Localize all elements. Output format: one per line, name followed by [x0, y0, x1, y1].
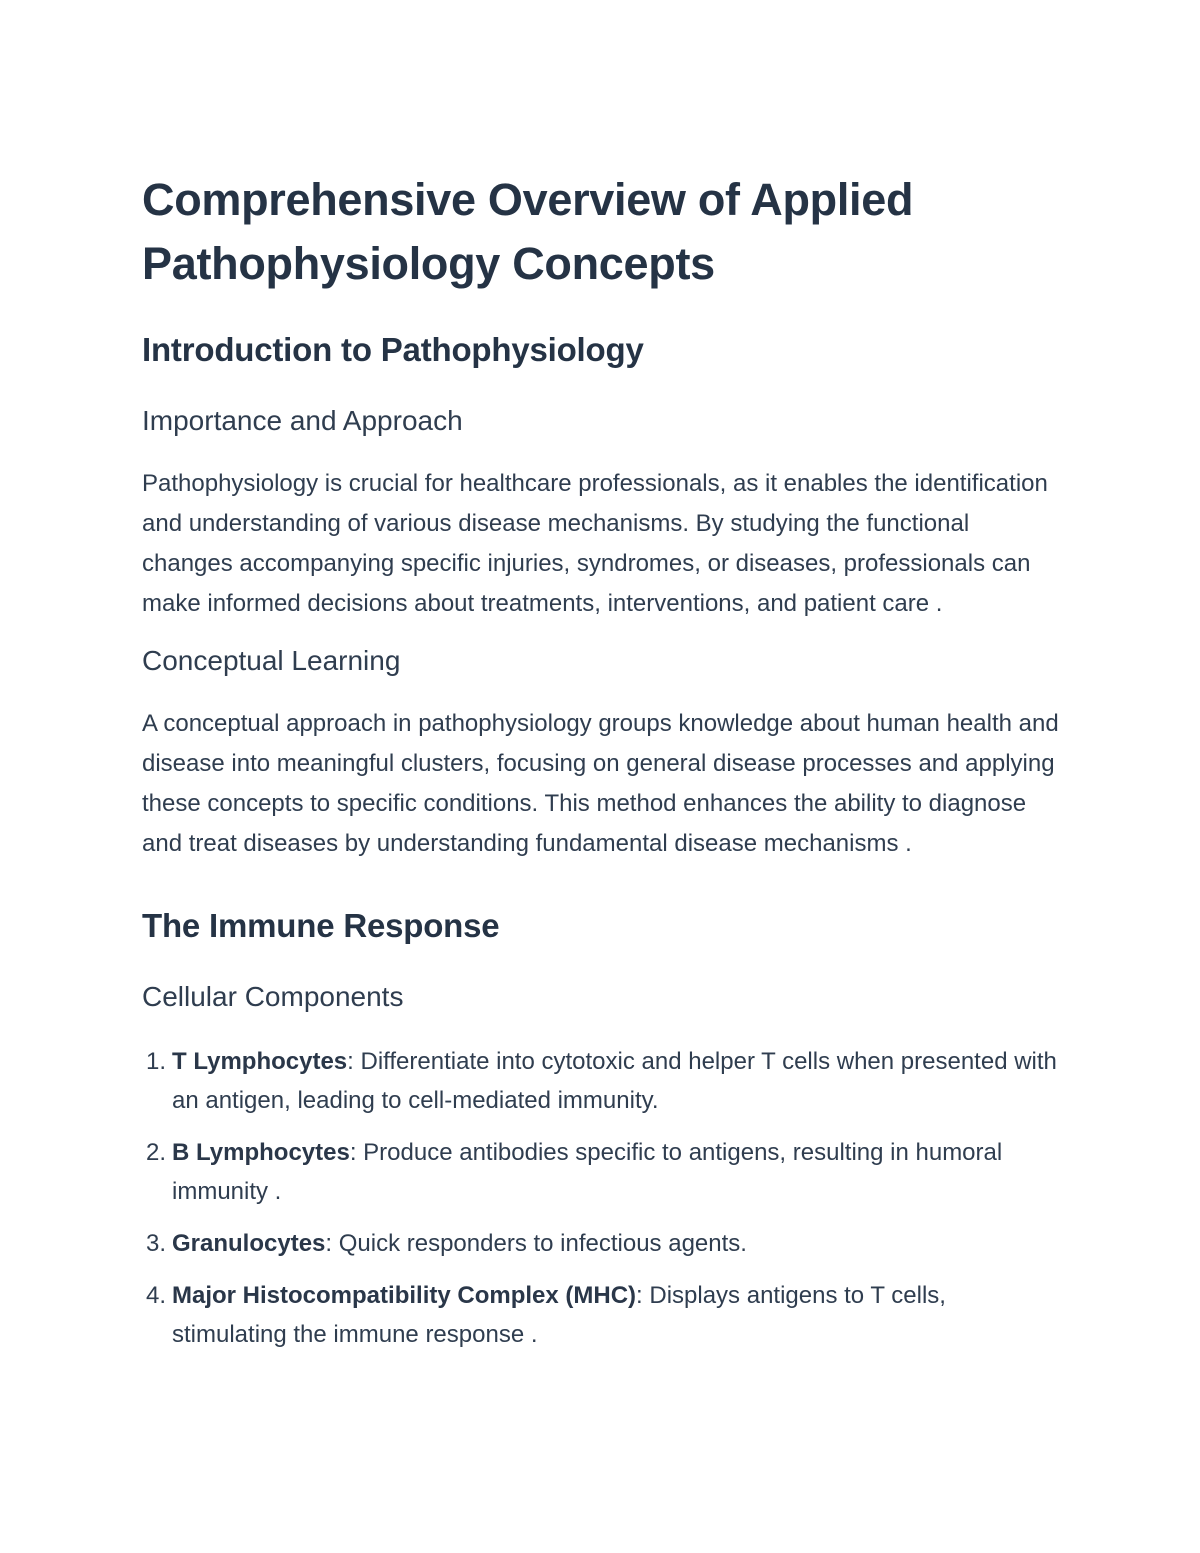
list-item-description: : Quick responders to infectious agents.	[325, 1230, 747, 1257]
subsection-heading-conceptual-learning: Conceptual Learning	[142, 645, 401, 676]
list-item	[142, 1224, 1062, 1263]
list-item-description: : Differentiate into cytotoxic and helper T cells when presented with an antigen, leading to cell-mediated immunity.	[172, 1048, 1057, 1114]
cellular-components-list	[142, 1042, 1062, 1354]
list-item-term: B Lymphocytes	[172, 1139, 350, 1166]
document-title: Comprehensive Overview of Applied Pathophysiology Concepts	[142, 174, 914, 289]
section-heading-introduction: Introduction to Pathophysiology	[142, 331, 644, 368]
subsection-heading-cellular-components: Cellular Components	[142, 981, 404, 1012]
list-item	[142, 1133, 1062, 1211]
paragraph-conceptual-learning: A conceptual approach in pathophysiology groups knowledge about human health and disease into meaningful clusters, focusing on general disease processes and applying these concepts to specific conditions. This method enhances the ability to diagnose and treat diseases by understanding fundamental disease mechanisms .	[142, 710, 1059, 857]
list-item-number: 4.	[146, 1282, 167, 1309]
list-item-number: 3.	[146, 1230, 167, 1257]
list-item-term: T Lymphocytes	[172, 1048, 348, 1075]
list-item-number: 2.	[146, 1139, 167, 1166]
list-item-number: 1.	[146, 1048, 167, 1075]
document-page	[142, 168, 1062, 1354]
list-item-term: Granulocytes	[172, 1230, 326, 1257]
subsection-heading-importance: Importance and Approach	[142, 405, 463, 436]
section-heading-immune-response: The Immune Response	[142, 907, 500, 944]
list-item-description: : Produce antibodies specific to antigens, resulting in humoral immunity .	[172, 1139, 1003, 1205]
list-item	[142, 1042, 1062, 1120]
list-item-description: : Displays antigens to T cells, stimulating the immune response .	[172, 1282, 946, 1348]
paragraph-importance: Pathophysiology is crucial for healthcare professionals, as it enables the identification and understanding of various disease mechanisms. By studying the functional changes accompanying specific injuries, syndromes, or diseases, professionals can make informed decisions about treatments, interventions, and patient care .	[142, 470, 1048, 617]
list-item-term: Major Histocompatibility Complex (MHC)	[172, 1282, 637, 1309]
list-item	[142, 1276, 1062, 1354]
